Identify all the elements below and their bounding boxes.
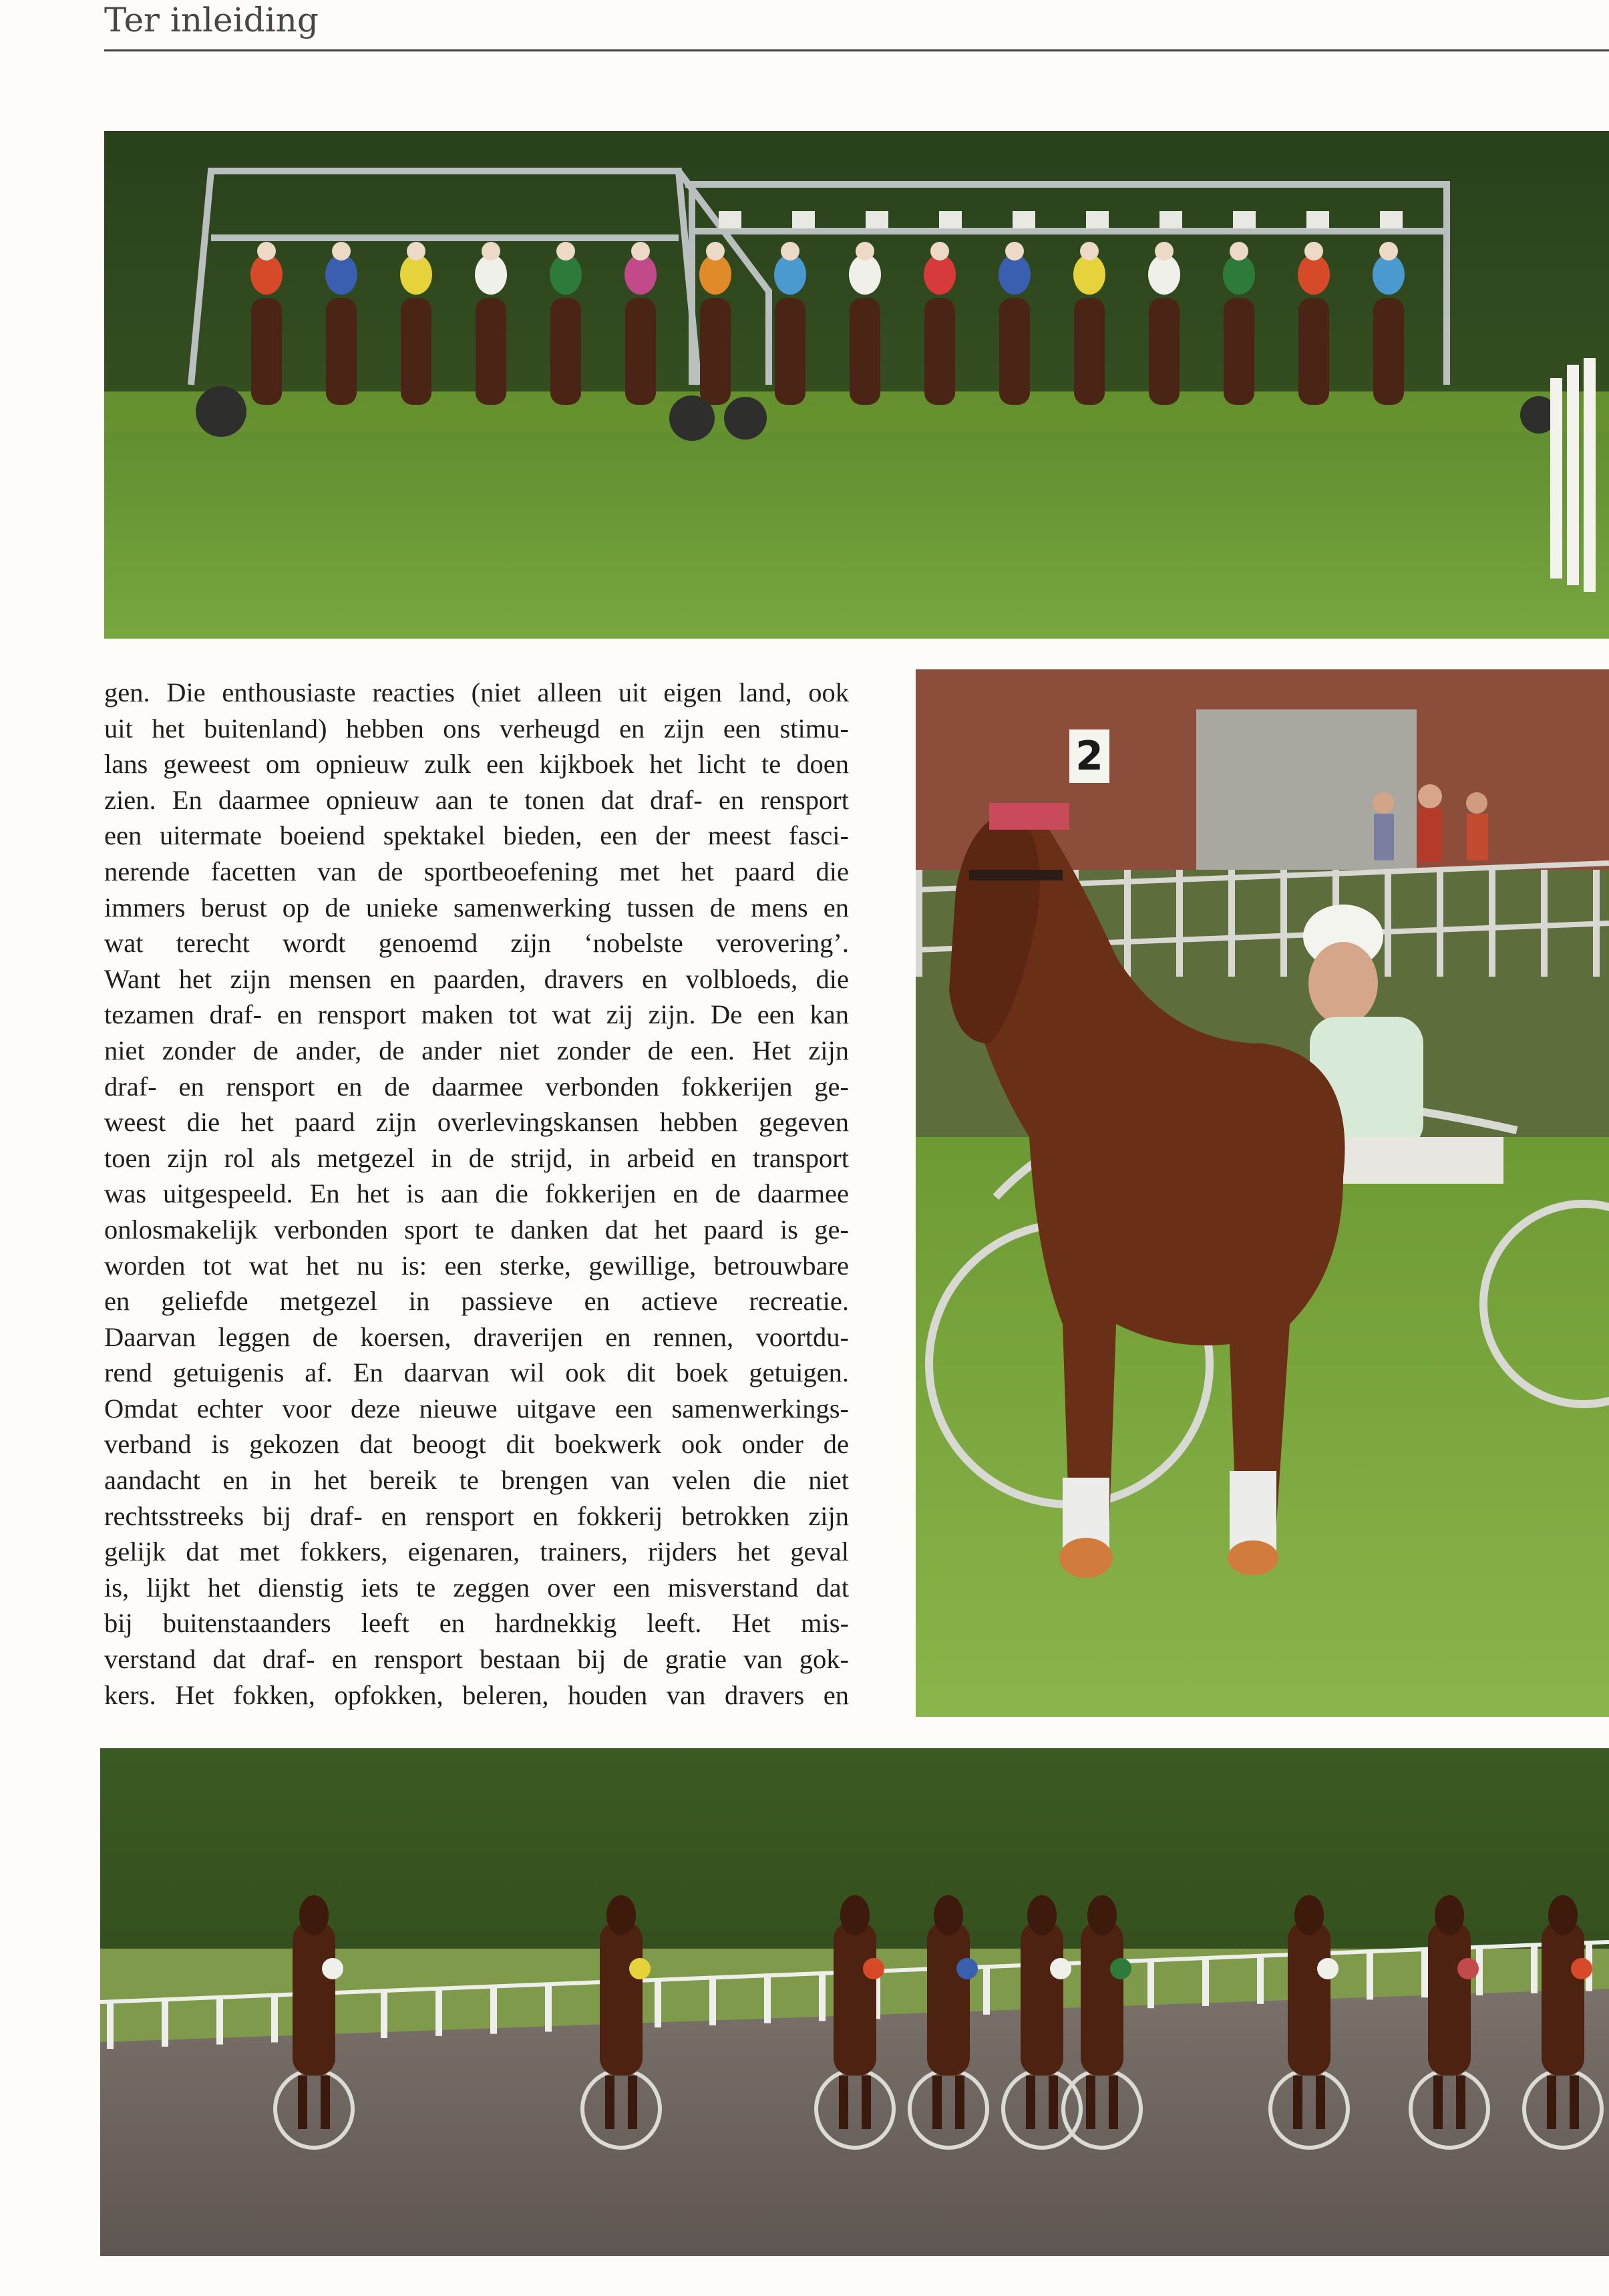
body-text-line: toen zijn rol als metgezel in de strijd, in arbeid en transport [104, 1142, 849, 1173]
racehorse [624, 242, 657, 405]
rail-post [764, 1977, 771, 2023]
rail-post [545, 1985, 552, 2031]
photo-harness-race-field-image [100, 1748, 1609, 2256]
body-text-line: immers berust op de unieke samenwerking tussen de mens en [104, 892, 849, 923]
racehorse [550, 242, 582, 405]
racehorse [999, 242, 1031, 405]
body-text-line: zien. En daarmee opnieuw aan te tonen dat draf- en rensport [104, 784, 849, 815]
photo-trotter-closeup [916, 669, 1609, 1717]
photo-harness-race-field [100, 1748, 1609, 2256]
body-text-line: kers. Het fokken, opfokken, beleren, houden van dravers en [104, 1679, 849, 1710]
body-text-line: worden tot wat het nu is: een sterke, gewillige, betrouwbare [104, 1250, 849, 1281]
racehorse [325, 242, 357, 405]
body-text-line: Daarvan leggen de koersen, draverijen en rennen, voortdu- [104, 1321, 849, 1352]
body-text-line: aandacht en in het bereik te brengen van velen die niet [104, 1465, 849, 1496]
racehorse [924, 242, 956, 405]
racehorse [774, 242, 806, 405]
fence-post [1176, 870, 1183, 977]
racehorse [1373, 242, 1405, 405]
fence-post [916, 870, 922, 977]
body-text-line: rechtsstreeks bij draf- en rensport en fokkerij betrokken zijn [104, 1500, 849, 1531]
racehorse [1148, 242, 1180, 405]
rail-post [381, 1991, 387, 2038]
body-text-line: draf- en rensport en de daarmee verbonden fokkerijen ge- [104, 1071, 849, 1102]
body-text-column [104, 675, 849, 1713]
racehorse [1073, 242, 1105, 405]
fence-post [1437, 870, 1443, 977]
rail-post [216, 1998, 223, 2045]
body-text-line: was uitgespeeld. En het is aan die fokkerijen en de daarmee [104, 1178, 849, 1209]
rail-post [435, 1989, 442, 2036]
body-text-line: en geliefde metgezel in passieve en actieve recreatie. [104, 1286, 849, 1317]
rail-post [1367, 1953, 1373, 1999]
rail-post [983, 1968, 990, 2015]
rail-post [1257, 1957, 1264, 2004]
body-text-line: Omdat echter voor deze nieuwe uitgave een samenwerkings- [104, 1393, 849, 1424]
body-text-line: onlosmakelijk verbonden sport te danken dat het paard is ge- [104, 1214, 849, 1245]
fence-post [1489, 870, 1495, 977]
bib-number: 2 [1075, 733, 1103, 780]
body-text-line: wat terecht wordt genoemd zijn ‘nobelste verovering’. [104, 928, 849, 959]
rail-post [1147, 1961, 1154, 2008]
header-rule [104, 49, 1609, 51]
body-text-line: gelijk dat met fokkers, eigenaren, trainers, rijders het geval [104, 1536, 849, 1567]
rail-post [162, 2000, 168, 2047]
photo-starting-gate [104, 131, 1609, 639]
photo-starting-gate-image [104, 131, 1609, 639]
fence-post [1541, 870, 1548, 977]
body-text-line: niet zonder de ander, de ander niet zonder de een. Het zijn [104, 1035, 849, 1065]
body-text-line: een uitermate boeiend spektakel bieden, een der meest fasci- [104, 820, 849, 851]
body-text-line: uit het buitenland) hebben ons verheugd en zijn een stimu- [104, 713, 849, 744]
body-text-line: tezamen draf- en rensport maken tot wat zij zijn. De een kan [104, 999, 849, 1030]
rail-post [490, 1987, 497, 2034]
fence-post [1385, 870, 1391, 977]
fence-post [1593, 870, 1600, 977]
body-text-line: weest die het paard zijn overlevingskansen hebben gegeven [104, 1107, 849, 1138]
body-text-line: nerende facetten van de sportbeoefening met het paard die [104, 856, 849, 886]
body-text-line: gen. Die enthousiaste reacties (niet alleen uit eigen land, ook [104, 677, 849, 707]
body-text-line: lans geweest om opnieuw zulk een kijkboek het licht te doen [104, 749, 849, 780]
racehorse [1298, 242, 1330, 405]
body-text-line: is, lijkt het dienstig iets te zeggen over een misverstand dat [104, 1572, 849, 1603]
rail-post [709, 1979, 716, 2025]
rail-post [819, 1974, 826, 2021]
body-text-line: rend getuigenis af. En daarvan wil ook dit boek getuigen. [104, 1357, 849, 1388]
running-head: Ter inleiding [104, 1, 319, 39]
body-text-line: Want het zijn mensen en paarden, dravers en volbloeds, die [104, 963, 849, 994]
fence-post [1280, 870, 1287, 977]
body-text-line: verband is gekozen dat beoogt dit boekwerk ook onder de [104, 1429, 849, 1460]
fence-post [1124, 870, 1131, 977]
racehorse [250, 242, 283, 405]
racehorse [475, 242, 507, 405]
racehorse [849, 242, 881, 405]
rail-post [1531, 1947, 1538, 1993]
rail-post [655, 1981, 661, 2027]
racehorse [400, 242, 432, 405]
body-text-line: verstand dat draf- en rensport bestaan bij de gratie van gok- [104, 1644, 849, 1675]
rail-post [1421, 1951, 1428, 1997]
fence-post [1228, 870, 1235, 977]
rail-post [107, 2002, 114, 2049]
racehorse [699, 242, 731, 405]
rail-post [271, 1995, 278, 2042]
racehorse [1223, 242, 1255, 405]
rail-post [1202, 1959, 1209, 2006]
body-text-line: bij buitenstaanders leeft en hardnekkig leeft. Het mis- [104, 1608, 849, 1639]
photo-trotter-closeup-image [916, 669, 1609, 1717]
